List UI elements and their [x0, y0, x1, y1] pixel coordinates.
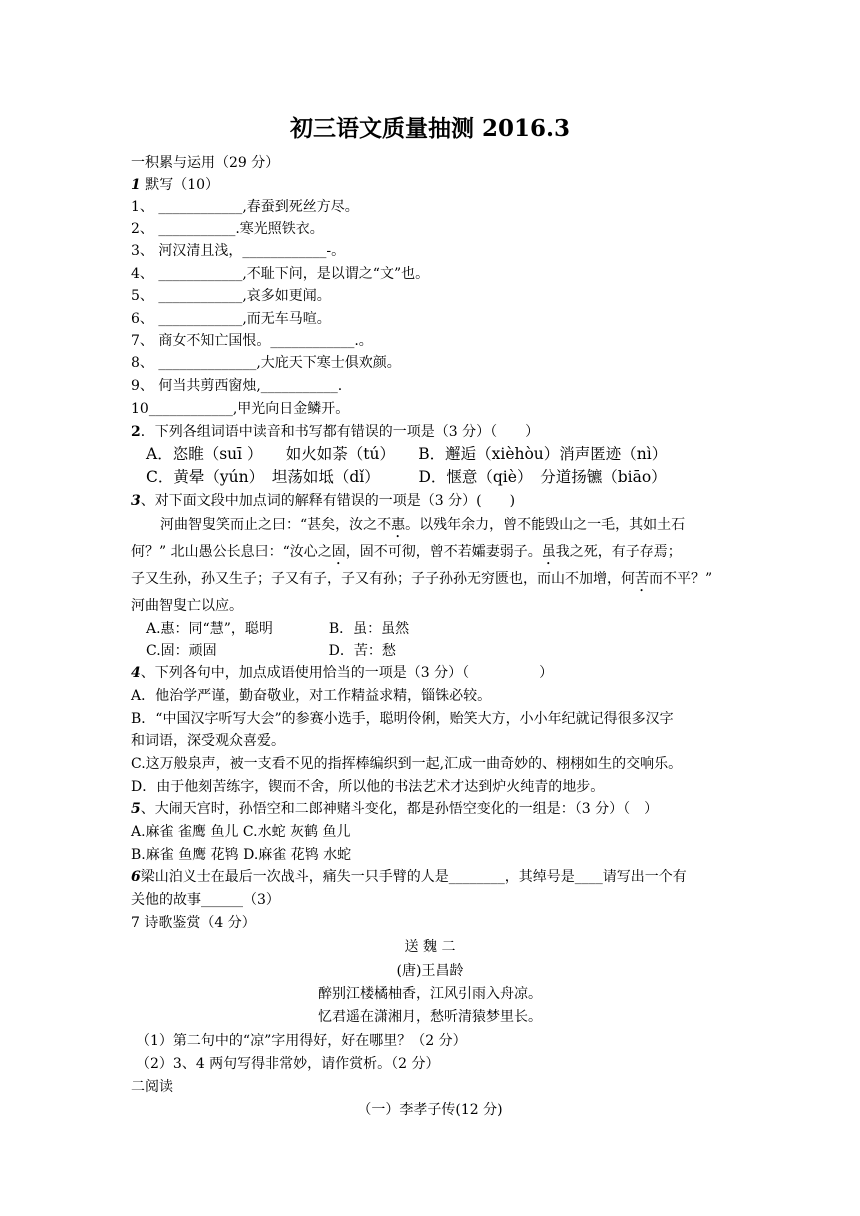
- question-4-option-d: D．由于他刻苦练字，锲而不舍，所以他的书法艺术才达到炉火纯青的地步。: [131, 779, 605, 795]
- passage-text: 河曲智叟笑而止之曰：“甚矣，汝之不: [160, 517, 392, 533]
- question-4-option-c: C.这万般泉声，被一支看不见的指挥棒编织到一起,汇成一曲奇妙的、栩栩如生的交响乐。: [131, 756, 683, 772]
- page-title: 初三语文质量抽测 2016.3: [289, 115, 571, 142]
- dictation-item: 9、 何当共剪西窗烛,___________.: [131, 378, 343, 394]
- question-text: 、对下面文段中加点词的解释有错误的一项是（3 分）( ): [140, 493, 516, 509]
- dotted-word: 苦: [635, 571, 649, 587]
- dictation-item: 8、 ______________,大庇天下寒士俱欢颜。: [131, 355, 401, 371]
- dotted-word: 固: [331, 544, 346, 560]
- passage-text: 子又生孙，孙又生子；子又有子，子又有孙；子子孙孙无穷匮也，而山不加增，何: [131, 571, 635, 587]
- dictation-item: 3、 河汉清且浅，____________-。: [131, 243, 346, 259]
- question-6-line-2: 关他的故事______（3）: [131, 892, 280, 908]
- passage-text: 。以残年余力，曾不能毁山之一毛，其如土石: [405, 517, 686, 533]
- question-4-heading: [131, 662, 751, 684]
- question-5-heading: [131, 798, 751, 820]
- question-3-options-row-1: A.惠：同“慧”，聪明 B．虽：虽然: [146, 621, 410, 637]
- question-3-heading: [131, 490, 751, 512]
- reading-1-title: （一）李孝子传(12 分): [357, 1102, 503, 1118]
- question-3-options-row-2: C.固：顽固 D．苦：愁: [146, 643, 396, 659]
- question-2-heading: [131, 421, 751, 443]
- question-2-options-row-1: A．恣睢（suī ） 如火如荼（tú） B．邂逅（xièhòu）消声匿迹（nì）: [146, 445, 668, 463]
- question-5-options-row-1: A.麻雀 雀鹰 鱼儿 C.水蛇 灰鹤 鱼儿: [131, 824, 351, 840]
- question-text: 梁山泊义士在最后一次战斗，痛失一只手臂的人是________，其绰号是____请写出一个有: [140, 869, 687, 885]
- question-number: 5: [131, 801, 141, 817]
- question-number: 4: [131, 665, 141, 681]
- dictation-item: 5、 ____________,哀多如更闻。: [131, 288, 331, 304]
- question-4-option-a: A．他治学严谨，勤奋敬业，对工作精益求精，锱铢必较。: [131, 688, 492, 704]
- poem-title: 送 魏 二: [404, 939, 456, 955]
- passage-text: ，固不可彻，曾不若孀妻弱子。: [345, 544, 542, 560]
- poem-line: 忆君遥在潇湘月，愁听清猿梦里长。: [318, 1009, 542, 1025]
- dictation-item: 10____________,甲光向日金鳞开。: [131, 401, 350, 417]
- question-6-line-1: [131, 866, 751, 888]
- dictation-item: 2、 ___________.寒光照铁衣。: [131, 221, 324, 237]
- section-1-heading: 一积累与运用（29 分）: [131, 155, 280, 171]
- passage-text: 我之死，有子存焉；: [555, 544, 682, 560]
- question-4-option-b: B．“中国汉字听写大会”的参赛小选手，聪明伶俐，贻笑大方，小小年纪就记得很多汉字: [131, 711, 674, 727]
- dictation-item: 6、 ____________,而无车马喧。: [131, 311, 331, 327]
- question-7-heading: 7 诗歌鉴赏（4 分）: [131, 915, 256, 931]
- poem-author: (唐)王昌龄: [396, 963, 464, 979]
- question-5-options-row-2: B.麻雀 鱼鹰 花鸨 D.麻雀 花鸨 水蛇: [131, 847, 352, 863]
- question-number: 3: [131, 493, 141, 509]
- question-text: 、大闹天宫时，孙悟空和二郎神赌斗变化，都是孙悟空变化的一组是：（3 分）（ ）: [140, 801, 659, 817]
- dotted-word: 惠: [391, 517, 406, 533]
- question-7-sub-2: （2）3、4 两句写得非常妙，请作赏析。（2 分）: [136, 1056, 440, 1072]
- question-4-option-b-cont: 和词语，深受观众喜爱。: [131, 733, 285, 749]
- question-number: 1: [131, 177, 141, 193]
- passage-line: [131, 541, 751, 568]
- question-1-heading: [131, 174, 751, 196]
- question-text: 、下列各句中，加点成语使用恰当的一项是（3 分）（ ）: [140, 665, 554, 681]
- dictation-item: 7、 商女不知亡国恨。____________.。: [131, 333, 373, 349]
- passage-line: [131, 568, 751, 595]
- section-2-heading: 二阅读: [131, 1079, 173, 1095]
- question-number: 2: [131, 424, 141, 440]
- dictation-item: 1、 ____________,春蚕到死丝方尽。: [131, 199, 359, 215]
- passage-text: 何？” 北山愚公长息曰：“汝心之: [131, 544, 332, 560]
- question-text: 默写（10）: [140, 177, 220, 193]
- dictation-item: 4、 ____________,不耻下问，是以谓之“文”也。: [131, 266, 430, 282]
- question-2-options-row-2: C．黄晕（yún） 坦荡如坻（dǐ） D．惬意（qiè） 分道扬镳（biāo）: [146, 468, 667, 486]
- question-7-sub-1: （1）第二句中的“凉”字用得好，好在哪里？（2 分）: [136, 1033, 467, 1049]
- dotted-word: 虽: [541, 544, 556, 560]
- question-text: ．下列各组词语中读音和书写都有错误的一项是（3 分）（ ）: [140, 424, 540, 440]
- question-number: 6: [131, 869, 141, 885]
- poem-line: 醉别江楼橘柚香，江风引雨入舟凉。: [318, 986, 542, 1002]
- passage-line: [160, 514, 780, 541]
- passage-line: 河曲智叟亡以应。: [131, 598, 243, 614]
- passage-text: 而不平？”: [649, 571, 713, 587]
